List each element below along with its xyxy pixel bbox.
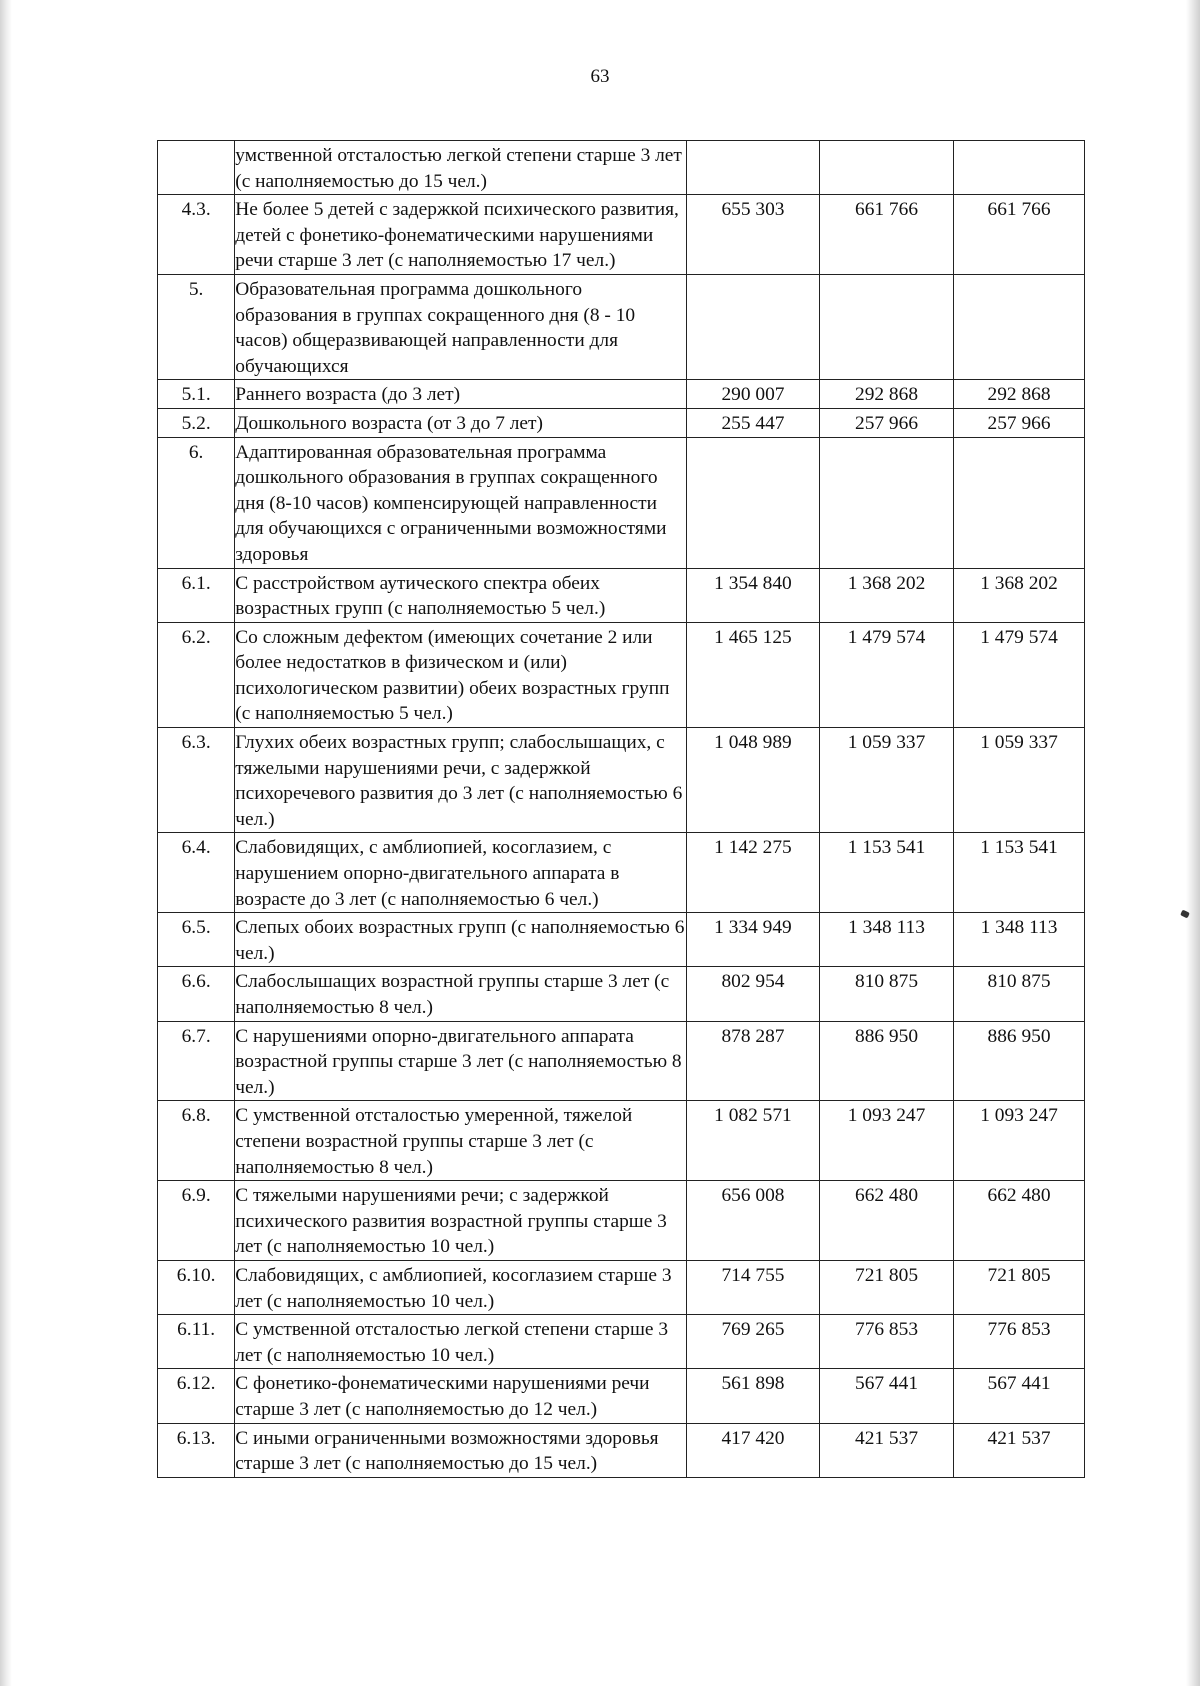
row-value-3: 662 480 [954,1181,1085,1261]
row-value-3: 661 766 [954,195,1085,275]
row-value-1: 1 354 840 [686,568,819,622]
row-value-2: 721 805 [819,1260,953,1314]
row-value-2: 662 480 [819,1181,953,1261]
row-value-1: 1 142 275 [686,833,819,913]
row-value-3: 1 479 574 [954,622,1085,727]
row-description: С расстройством аутического спектра обеих возрастных групп (с наполняемостью 5 чел.) [235,568,687,622]
table-row [158,833,1085,913]
row-value-3: 1 348 113 [954,913,1085,967]
row-value-3: 886 950 [954,1021,1085,1101]
row-description: Глухих обеих возрастных групп; слабослышащих, с тяжелыми нарушениями речи, с задержкой психоречевого развития до 3 лет (с наполняемостью 6 чел.) [235,728,687,833]
row-value-3: 257 966 [954,408,1085,437]
row-number: 6.2. [158,622,235,727]
row-number: 6. [158,437,235,568]
table-row [158,1021,1085,1101]
table-row [158,622,1085,727]
row-number: 6.1. [158,568,235,622]
row-description: Слепых обоих возрастных групп (с наполняемостью 6 чел.) [235,913,687,967]
row-number: 6.7. [158,1021,235,1101]
row-value-2: 1 348 113 [819,913,953,967]
row-number: 6.8. [158,1101,235,1181]
scan-edge-left [0,0,12,1686]
row-value-3: 721 805 [954,1260,1085,1314]
row-number: 6.13. [158,1423,235,1477]
row-value-2: 810 875 [819,967,953,1021]
row-description: Не более 5 детей с задержкой психического развития, детей с фонетико-фонематическими нарушениями речи старше 3 лет (с наполняемостью 17 чел.) [235,195,687,275]
table-row [158,1423,1085,1477]
row-description: Раннего возраста (до 3 лет) [235,380,687,409]
row-value-3: 567 441 [954,1369,1085,1423]
row-number: 6.12. [158,1369,235,1423]
table-body [158,141,1085,1478]
table-row [158,1101,1085,1181]
row-description: С фонетико-фонематическими нарушениями речи старше 3 лет (с наполняемостью до 12 чел.) [235,1369,687,1423]
row-description: умственной отсталостью легкой степени старше 3 лет (с наполняемостью до 15 чел.) [235,141,687,195]
row-value-1 [686,274,819,379]
row-value-1: 1 465 125 [686,622,819,727]
row-value-3: 1 093 247 [954,1101,1085,1181]
page-number: 63 [590,66,610,87]
row-value-1: 656 008 [686,1181,819,1261]
table-row [158,568,1085,622]
table-row [158,1181,1085,1261]
row-description: С умственной отсталостью легкой степени старше 3 лет (с наполняемостью 10 чел.) [235,1315,687,1369]
row-value-1: 290 007 [686,380,819,409]
row-value-3: 1 153 541 [954,833,1085,913]
row-value-2: 292 868 [819,380,953,409]
row-value-1: 878 287 [686,1021,819,1101]
row-value-2: 1 059 337 [819,728,953,833]
row-description: С умственной отсталостью умеренной, тяжелой степени возрастной группы старше 3 лет (с наполняемостью 8 чел.) [235,1101,687,1181]
row-number: 6.10. [158,1260,235,1314]
table-row [158,274,1085,379]
row-value-3: 1 368 202 [954,568,1085,622]
row-description: С нарушениями опорно-двигательного аппарата возрастной группы старше 3 лет (с наполняемостью 8 чел.) [235,1021,687,1101]
row-value-2: 567 441 [819,1369,953,1423]
row-value-2: 776 853 [819,1315,953,1369]
table-row [158,141,1085,195]
table-row [158,437,1085,568]
table-row [158,1260,1085,1314]
row-value-1: 561 898 [686,1369,819,1423]
row-value-1: 802 954 [686,967,819,1021]
row-value-1: 1 082 571 [686,1101,819,1181]
row-value-3: 421 537 [954,1423,1085,1477]
row-value-1: 769 265 [686,1315,819,1369]
row-number: 6.4. [158,833,235,913]
row-value-1: 417 420 [686,1423,819,1477]
row-number: 5.2. [158,408,235,437]
row-value-1: 714 755 [686,1260,819,1314]
row-number: 6.5. [158,913,235,967]
row-description: Со сложным дефектом (имеющих сочетание 2 или более недостатков в физическом и (или) психологическом развитии) обеих возрастных групп (с наполняемостью 5 чел.) [235,622,687,727]
row-description: Слабовидящих, с амблиопией, косоглазием старше 3 лет (с наполняемостью 10 чел.) [235,1260,687,1314]
row-value-2: 886 950 [819,1021,953,1101]
table-row [158,380,1085,409]
table-row [158,1315,1085,1369]
table-row [158,967,1085,1021]
row-value-2 [819,437,953,568]
row-value-2: 1 368 202 [819,568,953,622]
row-value-2: 257 966 [819,408,953,437]
row-description: Образовательная программа дошкольного образования в группах сокращенного дня (8 - 10 часов) общеразвивающей направленности для обучающихся [235,274,687,379]
row-value-3: 810 875 [954,967,1085,1021]
row-value-3 [954,274,1085,379]
row-description: Слабослышащих возрастной группы старше 3 лет (с наполняемостью 8 чел.) [235,967,687,1021]
row-number: 6.6. [158,967,235,1021]
row-value-1: 1 334 949 [686,913,819,967]
row-value-2 [819,274,953,379]
row-number: 6.3. [158,728,235,833]
row-value-2: 1 479 574 [819,622,953,727]
row-description: Дошкольного возраста (от 3 до 7 лет) [235,408,687,437]
row-value-1: 255 447 [686,408,819,437]
row-value-3 [954,437,1085,568]
row-value-2 [819,141,953,195]
row-value-1 [686,141,819,195]
row-number: 4.3. [158,195,235,275]
row-value-3 [954,141,1085,195]
scan-edge-right [1186,0,1200,1686]
row-value-2: 661 766 [819,195,953,275]
row-value-1 [686,437,819,568]
table-row [158,728,1085,833]
table-row [158,408,1085,437]
row-number: 6.11. [158,1315,235,1369]
table-row [158,1369,1085,1423]
table-row [158,195,1085,275]
row-number [158,141,235,195]
row-number: 5.1. [158,380,235,409]
row-value-2: 421 537 [819,1423,953,1477]
row-value-1: 655 303 [686,195,819,275]
row-value-3: 292 868 [954,380,1085,409]
row-description: Адаптированная образовательная программа дошкольного образования в группах сокращенного дня (8-10 часов) компенсирующей направленности для обучающихся с ограниченными возможностями здоровья [235,437,687,568]
row-value-2: 1 093 247 [819,1101,953,1181]
row-value-1: 1 048 989 [686,728,819,833]
row-description: С тяжелыми нарушениями речи; с задержкой психического развития возрастной группы старше 3 лет (с наполняемостью 10 чел.) [235,1181,687,1261]
row-number: 6.9. [158,1181,235,1261]
tariff-table [157,140,1085,1478]
row-value-2: 1 153 541 [819,833,953,913]
row-description: Слабовидящих, с амблиопией, косоглазием, с нарушением опорно-двигательного аппарата в возрасте до 3 лет (с наполняемостью 6 чел.) [235,833,687,913]
row-value-3: 1 059 337 [954,728,1085,833]
table-row [158,913,1085,967]
row-description: С иными ограниченными возможностями здоровья старше 3 лет (с наполняемостью до 15 чел.) [235,1423,687,1477]
row-number: 5. [158,274,235,379]
row-value-3: 776 853 [954,1315,1085,1369]
